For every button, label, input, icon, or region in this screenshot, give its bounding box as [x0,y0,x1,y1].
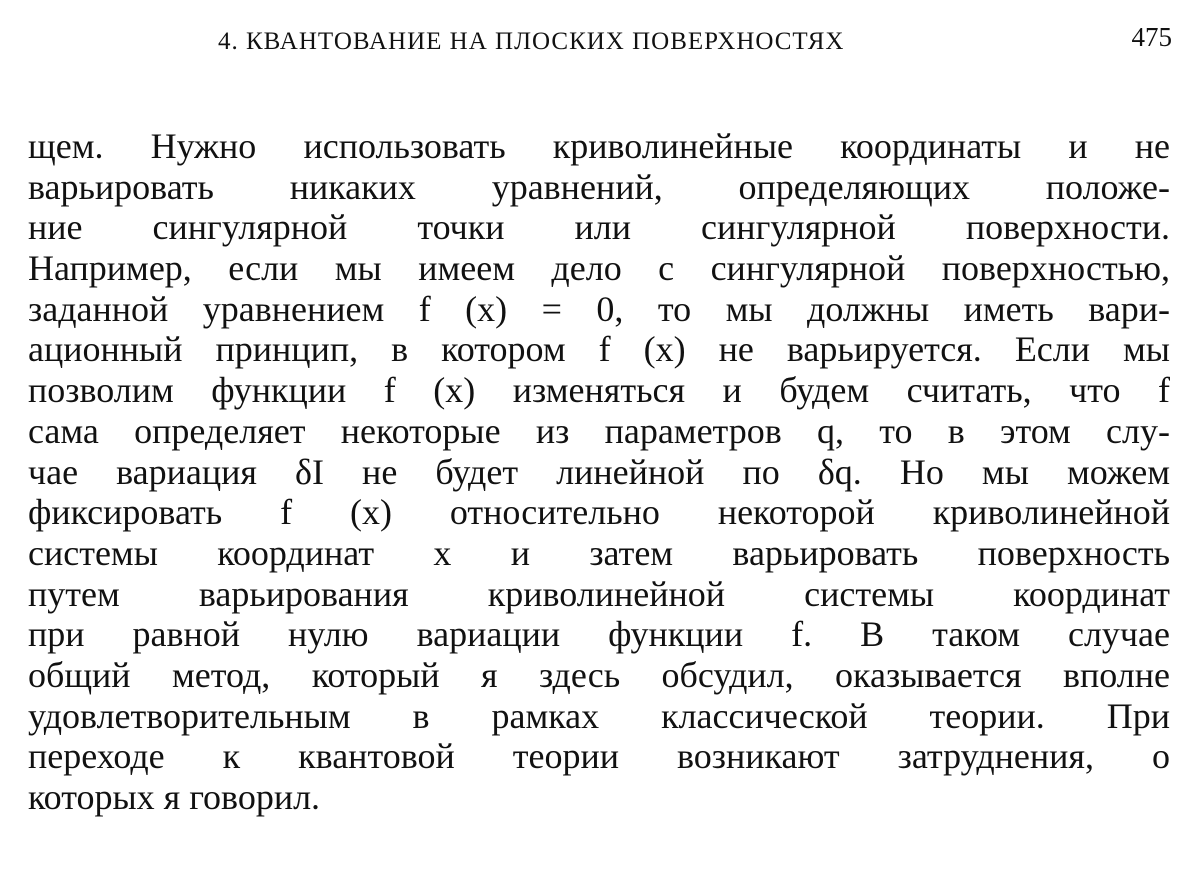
text-line: Например, если мы имеем дело с сингулярной поверхностью, [28,248,1170,289]
page-header [0,22,1200,62]
text-line: сама определяет некоторые из параметров q, то в этом слу- [28,410,1170,451]
text-line: чае вариация δI не будет линейной по δq. Но мы можем [28,451,1170,492]
text-line: заданной уравнением f (x) = 0, то мы должны иметь вари- [28,288,1170,329]
running-head: 4. КВАНТОВАНИЕ НА ПЛОСКИХ ПОВЕРХНОСТЯХ [218,28,845,55]
text-line: удовлетворительным в рамках классической теории. При [28,695,1170,736]
text-line: щем. Нужно использовать криволинейные координаты и не [28,126,1170,166]
body-paragraph [28,126,1170,818]
text-line: которых я говорил. [28,777,321,817]
text-line: ационный принцип, в котором f (x) не варьируется. Если мы [28,329,1170,370]
text-line: варьировать никаких уравнений, определяющих положе- [28,166,1170,207]
text-line: позволим функции f (x) изменяться и будем считать, что f [28,370,1170,411]
text-line: путем варьирования криволинейной системы координат [28,573,1170,614]
text-line: общий метод, который я здесь обсудил, оказывается вполне [28,654,1170,695]
page-number: 475 [1131,22,1172,52]
text-line: ние сингулярной точки или сингулярной поверхности. [28,207,1170,248]
text-line: фиксировать f (x) относительно некоторой криволинейной [28,492,1170,533]
text-line: переходе к квантовой теории возникают затруднения, о [28,736,1170,777]
text-line: системы координат x и затем варьировать поверхность [28,532,1170,573]
text-line: при равной нулю вариации функции f. В таком случае [28,614,1170,655]
